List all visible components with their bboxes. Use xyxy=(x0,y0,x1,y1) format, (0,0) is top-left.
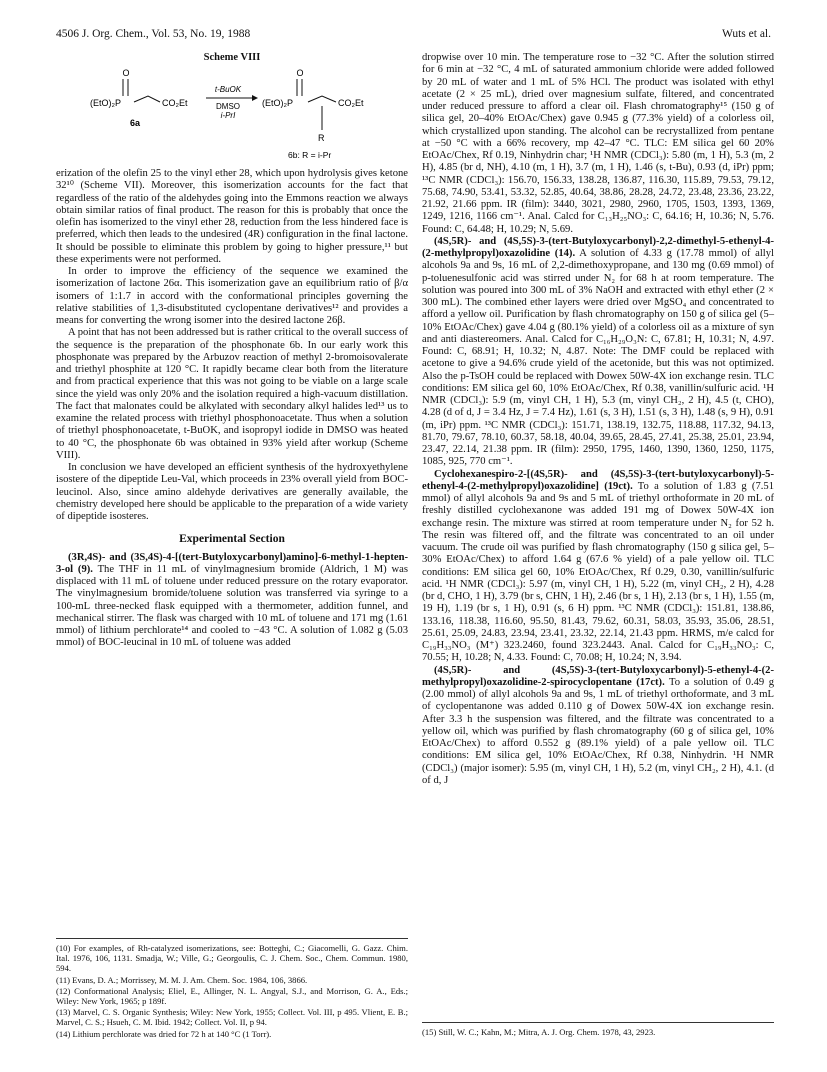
reagent-1: t-BuOK xyxy=(214,85,242,94)
footnote-14: (14) Lithium perchlorate was dried for 72 h at 140 °C (1 Torr). xyxy=(56,1028,272,1039)
compound-19ct-title: Cyclohexanespiro-2-[(4S,5R)- and (4S,5S)-3-(tert-butyloxycarbonyl)-5-ethenyl-4-(2-methylpropyl)oxazolidine] (19ct). xyxy=(422,468,774,492)
right-block-2 xyxy=(422,236,774,469)
compound-17ct-body: To a solution of 0.49 g (2.00 mmol) of allyl alcohols 9a and 9s, 1 mL of triethyl orthoformate, and 3 mL of cyclopentanone was added 0.110 g of Dowex 50W-4X ion exchange resin. After 3.3 h the suspension was filtered, and the filtrate was concentrated to a yellow oil, which was purified by flash chromatography (60 g of silica gel, 10% EtOAc/Chex) to afford 0.552 g (89.1% yield) of a pale yellow oil. TLC conditions: EM silica gel, 10% EtOAc/Chex, Rf 0.38, Ninhydrin. ¹H NMR (CDCl₃) (major isomer): 5.95 (m, vinyl CH, 1 H), 5.2 (m, vinyl CH₂, 2 H), 4.1. (d of d, J xyxy=(422,676,774,786)
right-block-1 xyxy=(422,52,774,236)
scheme-diagram xyxy=(56,66,408,162)
compound-19ct-body: To a solution of 1.83 g (7.51 mmol) of allyl alcohols 9a and 9s and 5 mL of triethyl orthoformate in 20 mL of freshly distilled cyclohexanone was added 191 mg of Dowex 50W-4X ion exchange resin. The mixture was stirred at room temperature under N₂ for 52 h. The resin was filtered off, and the filtrate was concentrated to an oil under vacuum. The crude oil was purified by flash chromatography (150 g silica gel, 5–30% EtOAc/Chex) to afford 1.64 g (67.6 % yield) of a pale yellow oil. TLC conditions: EM silica gel 60, 10% EtOAc/Chex, Rf 0.29, 0.30, vanillin/sulfuric acid. ¹H NMR (CDCl₃): 5.97 (m, vinyl CH, 1 H), 5.22 (m, vinyl CH₂, 2 H), 4.28 (br d, CHO, 1 H), 3.79 (br s, CHN, 1 H), 2.46 (br s, 1 H), 2.13 (br s, 1 H), 1.55 (m, 19 H), 1.19 (br s, 1 H), 0.91 (s, 6 H) ppm. ¹³C NMR (CDCl₃): 151.81, 138.86, 133.16, 118.38, 116.60, 95.50, 81.43, 79.62, 60.31, 58.03, 35.93, 35.06, 28.51, 25.61, 25.09, 24.83, 23.94, 23.41, 23.32, 22.14, 21.43 ppm. HRMS, m/e calcd for C₁₉H₃₃NO₃ (M⁺) 323.2460, found 323.2443. Anal. Calcd for C₁₉H₃₃NO₃: C, 70.55; H, 10.28; N, 4.33. Found: C, 70.08; H, 10.24; N, 3.94. xyxy=(422,480,774,664)
footnote-15: (15) Still, W. C.; Kahn, M.; Mitra, A. J. Org. Chem. 1978, 43, 2923. xyxy=(422,1027,656,1037)
paragraph-3: A point that has not been addressed but is rather critical to the overall success of the sequence is the preparation of the phosphonate 6b. In our early work this phosphonate was prepared by the Arbuzov reaction of methyl 2-bromoisovalerate and triethyl phosphite at 120 °C. It rapidly became clear both from the literature and from practical experience that this was not going to be viable on a large scale since the yield was only 20% and the isolation required a high-vacuum distillation. The fact that malonates could be alkylated with secondary alkyl halides led¹³ us to examine the related process with triethyl phosphonoacetate. Thus when a solution of triethyl phosphonoacetate, t-BuOK, and isopropyl iodide in DMSO was heated to 40 °C, the phosphonate 6b was obtained in 93% yield after workup (Scheme VIII). xyxy=(56,327,408,461)
paragraph-1: erization of the olefin 25 to the vinyl ether 28, which upon hydrolysis gives ketone 32¹⁰ (Scheme VII). Moreover, this isomerization accounts for the fact that regardless of the ratio of the aldehydes going into the Emmons reaction we always obtain similar ratios of final product. The reason for this is probably that once the olefin has isomerized to the vinyl ether 28, reduction from the less hindered face is preferred, which then leads to the undesired (4R) configuration in the final lactone. It should be possible to eliminate this problem by going to higher pressure,¹¹ but these experiments were not performed. xyxy=(56,168,408,265)
reactant-label: 6a xyxy=(130,118,141,128)
journal-citation: 4506 J. Org. Chem., Vol. 53, No. 19, 1988 xyxy=(56,28,251,40)
right-block-1-body: dropwise over 10 min. The temperature rose to −32 °C. After the solution stirred for 6 min at −32 °C, 4 mL of saturated ammonium chloride were added followed by 20 mL of water and 1 mL of 5% HCl. The product was isolated with ethyl acetate (2 × 25 mL), dried over magnesium sulfate, filtered, and concentrated under reduced pressure to afford a clear oil. Flash chromatography¹⁵ (150 g of silica gel, 20–40% EtOAc/Chex) gave 0.945 g (77.3% yield) of a colorless oil, which crystallized upon standing. The alcohol can be recrystallized from pentane at −50 °C with a 66% recovery, mp 42–47 °C. TLC: EM silica gel 60 20% EtOAc/Chex, Rf 0.19, Ninhydrin char; ¹H NMR (CDCl₃): 5.80 (m, 1 H), 5.3 (m, 2 H), 4.85 (br d, NH), 4.10 (m, 1 H), 3.7 (m, 1 H), 1.46 (s, t-Bu), 0.93 (d, iPr) ppm; ¹³C NMR (CDCl₃): 156.70, 156.33, 138.28, 136.87, 116.30, 115.89, 79.53, 79.12, 75.68, 74.90, 53.41, 53.32, 52.85, 40.64, 38.86, 28.28, 24.72, 23.48, 23.36, 23.22, 21.92, 21.66 ppm. IR (film): 3440, 3021, 2980, 2960, 1705, 1503, 1393, 1369, 1249, 1216, 1166 cm⁻¹. Anal. Calcd for C₁₃H₂₅NO₃: C, 64.16; H, 10.36; N, 5.76. Found: C, 64.48; H, 10.29; N, 5.69. xyxy=(422,52,774,235)
right-block-3 xyxy=(422,469,774,665)
compound-9-body: The THF in 11 mL of vinylmagnesium bromide (Aldrich, 1 M) was displaced with 11 mL of toluene under reduced pressure on the rotary evaporator. The vinylmagnesium bromide/toluene solution was transferred via syringe to a 100-mL three-necked flask equipped with a thermometer, addition funnel, and mechanical stirrer. The flask was charged with 10 mL of toluene and 171 mg (1.61 mmol) of lithium perchlorate¹⁴ and cooled to −43 °C. A solution of 1.082 g (5.03 mmol) of BOC-leucinal in 10 mL of toluene was added xyxy=(56,563,408,649)
author-running-head: Wuts et al. xyxy=(721,28,771,40)
reagent-3: i-PrI xyxy=(220,111,236,120)
footnote-11: (11) Evans, D. A.; Morrissey, M. M. J. Am. Chem. Soc. 1984, 106, 3866. xyxy=(56,974,308,985)
reactant-phosphonate: (EtO)₂P xyxy=(90,98,121,108)
paragraph-4: In conclusion we have developed an efficient synthesis of the hydroxyethylene isostere of the dipeptide Leu-Val, which proceeds in 23% overall yield from BOC-leucinol. Also, since amino aldehyde derivatives are generally available, the chemistry developed here should be applicable to the preparation of a wide variety of dipeptide isosteres. xyxy=(56,462,408,522)
scheme-viii xyxy=(56,52,408,164)
paragraph-2: In order to improve the efficiency of the sequence we examined the isomerization of lactone 26α. This isomerization gave an equilibrium ratio of β/α isomers of 1:1.7 in accord with the conformational principles governing the relative stabilities of 1,3-disubstituted cyclopentane derivatives¹² and provides a means for converting the wrong isomer into the desired lactone 26β. xyxy=(56,266,408,326)
experimental-paragraph-1 xyxy=(56,552,408,650)
product-label: 6b: R = i-Pr xyxy=(288,150,332,160)
compound-14-title: (4S,5R)- and (4S,5S)-3-(tert-Butyloxycarbonyl)-2,2-dimethyl-5-ethenyl-4-(2-methylpropyl)oxazolidine (14). xyxy=(422,235,774,259)
product-ester: CO₂Et xyxy=(338,98,364,108)
reactant-ester: CO₂Et xyxy=(162,98,188,108)
left-column xyxy=(56,52,408,650)
oxygen-label-1: O xyxy=(122,68,130,78)
oxygen-label-2: O xyxy=(296,68,304,78)
experimental-heading: Experimental Section xyxy=(179,533,285,546)
right-block-4 xyxy=(422,665,774,788)
footnote-13: (13) Marvel, C. S. Organic Synthesis; Wiley: New York, 1955; Collect. Vol. III, p 495. Vlient, E. B.; Marvel, C. S.; Hsueh, C. M. Ibid. 1942; Collect. Vol. II, p 94. xyxy=(56,1007,408,1028)
product-phosphonate: (EtO)₂P xyxy=(262,98,293,108)
compound-17ct-title: (4S,5R)- and (4S,5S)-3-(tert-Butyloxycarbonyl)-5-ethenyl-4-(2-methylpropyl)oxazolidine-2-spirocyclopentane (17ct). xyxy=(422,664,774,688)
left-footnotes xyxy=(56,938,408,1040)
reagent-2: DMSO xyxy=(216,102,240,111)
compound-14-body: A solution of 4.33 g (17.78 mmol) of allyl alcohols 9a and 9s, 16 mL of 2,2-dimethoxypropane, and 130 mg (0.69 mmol) of p-toluenesulfonic acid was stirred under N₂ for 68 h at room temperature. The solution was poured into 300 mL of 3% NaOH and extracted with ethyl ether (2 × 300 mL). The combined ether layers were dried over MgSO₄ and concentrated to afford a yellow oil. Purification by flash chromatography on 150 g of silica gel (5–10% EtOAc/Chex) gave 4.04 g (80.1% yield) of a colorless oil as a mixture of syn and anti diastereomers. Anal. Calcd for C₁₆H₂₉O₃N: C, 67.81; H, 10.31; N, 4.97. Found: C, 68.91; H, 10.32; N, 4.87. Note: The DMF could be replaced with acetone to give a 94.6% crude yield of the acetonide, but this was not optimized. Also the p-TsOH could be replaced with Dowex 50W-4X ion exchange resin. TLC conditions: EM silica gel 60, 10% EtOAc/Chex, Rf 0.38, vanillin/sulfuric acid. ¹H NMR (CDCl₃): 5.9 (m, vinyl CH, 1 H), 5.3 (m, vinyl CH₂, 2 H), 4.5 (t, CHO), 4.28 (d of d, J = 3.4 Hz, J = 7.4 Hz), 1.61 (s, 3 H), 1.51 (s, 3 H), 1.48 (s, 9 H), 0.91 (m, iPr) ppm. ¹³C NMR (CDCl₃): 151.71, 138.19, 132.75, 118.88, 117.32, 94.13, 81.70, 79.67, 78.10, 60.37, 58.18, 40.04, 39.65, 28.45, 27.41, 25.38, 25.01, 23.94, 23.47, 22.14, 21.38 ppm. IR (film): 2950, 1795, 1460, 1390, 1360, 1250, 1175, 1085, 925, 770 cm⁻¹. xyxy=(422,248,774,468)
page-header xyxy=(56,28,771,44)
compound-9-title: (3R,4S)- and (3S,4S)-4-[(tert-Butyloxycarbonyl)amino]-6-methyl-1-hepten-3-ol (9). xyxy=(56,551,408,575)
footnote-10: (10) For examples, of Rh-catalyzed isomerizations, see: Botteghi, C.; Giacomelli, G. Gazz. Chim. Ital. 1976, 106, 1131. Smadja, W.; Ville, G.; Georgoulis, C. J. Chem. Soc., Chem. Commun. 1980, 594. xyxy=(56,943,408,974)
right-footnotes xyxy=(422,1022,774,1038)
right-column xyxy=(422,52,774,787)
scheme-title: Scheme VIII xyxy=(203,52,261,63)
product-r-group: R xyxy=(318,133,325,143)
footnote-12: (12) Conformational Analysis; Eliel, E., Allinger, N. L. Angyal, S.J., and Morrison, G. A., Eds.; Wiley: New York, 1965; p 189f. xyxy=(56,985,408,1007)
